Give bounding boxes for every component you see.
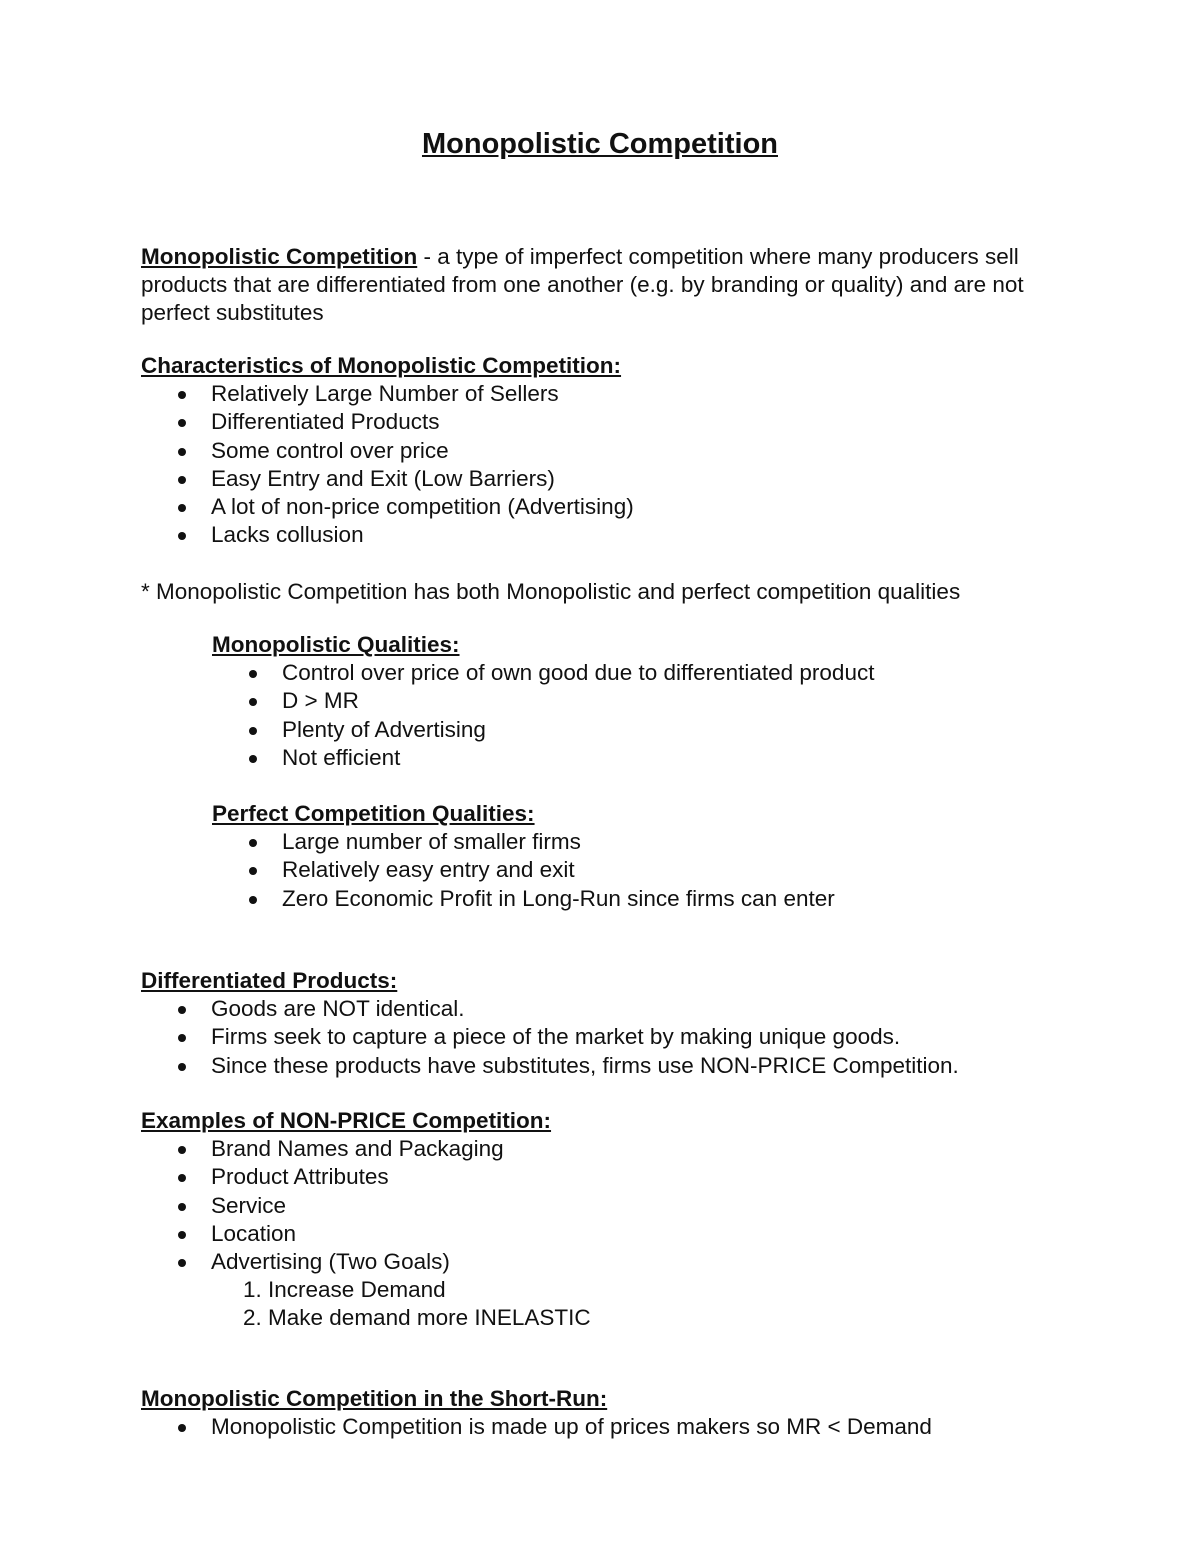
bullet-icon [178, 1203, 186, 1211]
list-item: Differentiated Products [141, 408, 1041, 436]
bullet-icon [249, 755, 257, 763]
list-item: Location [141, 1220, 1041, 1248]
bullet-icon [178, 1174, 186, 1182]
definition-term: Monopolistic Competition [141, 244, 418, 269]
definition-section [141, 243, 1041, 328]
note-text: * Monopolistic Competition has both Monopolistic and perfect competition qualities [141, 579, 961, 604]
differentiated-products-heading: Differentiated Products: [141, 968, 398, 993]
non-price-examples-heading: Examples of NON-PRICE Competition: [141, 1108, 552, 1133]
bullet-icon [178, 1063, 186, 1071]
list-item: Lacks collusion [141, 521, 1041, 549]
list-item: Monopolistic Competition is made up of prices makers so MR < Demand [141, 1413, 1041, 1441]
non-price-examples-section [141, 1107, 1041, 1333]
bullet-icon [178, 1259, 186, 1267]
short-run-list [141, 1413, 1041, 1441]
monopolistic-qualities-list [141, 659, 1041, 772]
short-run-heading: Monopolistic Competition in the Short-Run: [141, 1386, 608, 1411]
definition-paragraph [141, 243, 1041, 328]
perfect-competition-section [141, 800, 1041, 913]
list-item: Service [141, 1192, 1041, 1220]
list-item: Firms seek to capture a piece of the market by making unique goods. [141, 1023, 1041, 1051]
list-item: D > MR [212, 687, 1041, 715]
list-item: Not efficient [212, 744, 1041, 772]
bullet-icon [178, 476, 186, 484]
definition-text: - a type of imperfect competition where many producers sell products that are differentiated from one another (e.g. by branding or quality) and are not perfect substitutes [141, 244, 1024, 326]
bullet-icon [249, 727, 257, 735]
bullet-icon [249, 867, 257, 875]
list-item: Brand Names and Packaging [141, 1135, 1041, 1163]
perfect-competition-list [141, 828, 1041, 913]
advertising-goals-list [141, 1276, 1041, 1332]
non-price-examples-list [141, 1135, 1041, 1276]
bullet-icon [249, 839, 257, 847]
bullet-icon [178, 1146, 186, 1154]
bullet-icon [249, 670, 257, 678]
bullet-icon [249, 698, 257, 706]
characteristics-list [141, 380, 1041, 549]
monopolistic-qualities-heading: Monopolistic Qualities: [212, 632, 460, 657]
list-item: Zero Economic Profit in Long-Run since firms can enter [212, 885, 1041, 913]
note-section [141, 578, 1041, 606]
bullet-icon [178, 532, 186, 540]
perfect-competition-heading: Perfect Competition Qualities: [212, 801, 535, 826]
short-run-section [141, 1385, 1041, 1441]
bullet-icon [178, 391, 186, 399]
differentiated-products-list [141, 995, 1041, 1080]
list-item: Advertising (Two Goals) [141, 1248, 1041, 1276]
bullet-icon [178, 1006, 186, 1014]
bullet-icon [178, 1231, 186, 1239]
bullet-icon [178, 1034, 186, 1042]
characteristics-section [141, 352, 1041, 549]
numbered-item: 2. Make demand more INELASTIC [243, 1305, 591, 1331]
list-item: Goods are NOT identical. [141, 995, 1041, 1023]
numbered-item: 1. Increase Demand [243, 1277, 446, 1303]
list-item: Control over price of own good due to differentiated product [212, 659, 1041, 687]
list-item: Plenty of Advertising [212, 716, 1041, 744]
list-item: A lot of non-price competition (Advertising) [141, 493, 1041, 521]
characteristics-heading: Characteristics of Monopolistic Competition: [141, 353, 622, 378]
bullet-icon [178, 504, 186, 512]
bullet-icon [249, 896, 257, 904]
list-item: Relatively easy entry and exit [212, 856, 1041, 884]
list-item: Easy Entry and Exit (Low Barriers) [141, 465, 1041, 493]
bullet-icon [178, 419, 186, 427]
bullet-icon [178, 448, 186, 456]
list-item: Since these products have substitutes, firms use NON-PRICE Competition. [141, 1052, 1041, 1080]
list-item: Relatively Large Number of Sellers [141, 380, 1041, 408]
page-title: Monopolistic Competition [421, 128, 778, 160]
list-item: Product Attributes [141, 1163, 1041, 1191]
monopolistic-qualities-section [141, 631, 1041, 772]
list-item: Some control over price [141, 437, 1041, 465]
differentiated-products-section [141, 967, 1041, 1080]
list-item: Large number of smaller firms [212, 828, 1041, 856]
bullet-icon [178, 1424, 186, 1432]
